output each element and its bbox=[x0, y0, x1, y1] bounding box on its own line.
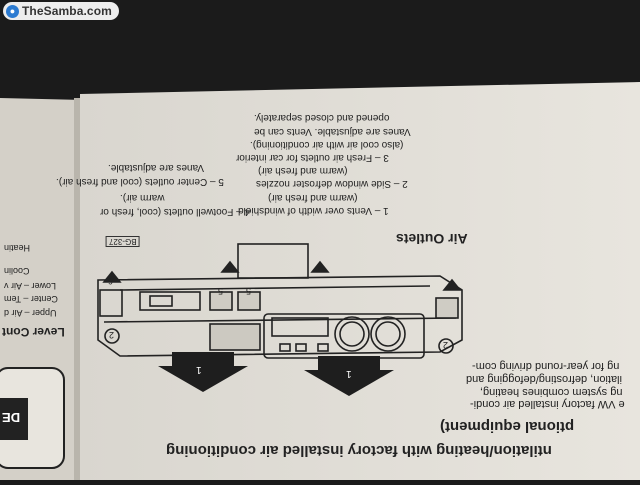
left-page-heading: Lever Cont bbox=[2, 325, 65, 339]
legend-line: (also cool air with air conditioning). bbox=[250, 139, 404, 150]
legend-line: warm air). bbox=[120, 192, 165, 203]
section-heading: Air Outlets bbox=[396, 231, 468, 247]
legend-line: Vanes are adjustable. Vents can be bbox=[254, 126, 411, 137]
legend-line: Vanes are adjustable. bbox=[108, 162, 204, 173]
callout-number: 2 bbox=[443, 340, 449, 350]
callout-number: 1 bbox=[346, 368, 352, 379]
legend-line: (warm and fresh air) bbox=[258, 165, 348, 176]
legend-line: 2 – Side window defroster nozzles bbox=[256, 178, 408, 189]
body-line: ilation, defrosting/defogging and bbox=[466, 373, 622, 385]
callout-number: 1 bbox=[196, 364, 202, 375]
callout-number: 5 bbox=[218, 286, 224, 296]
body-line: ng for year-round driving com- bbox=[472, 360, 620, 372]
callout-number: 4 bbox=[227, 262, 233, 272]
left-page-item: Lower – Air v bbox=[4, 281, 57, 291]
legend-line: 4 – Footwell outlets (cool, fresh or bbox=[100, 206, 251, 217]
legend-line: opened and closed separately. bbox=[254, 112, 390, 123]
left-page-item: Coolin bbox=[4, 266, 30, 276]
left-page-item: Heatin bbox=[4, 243, 31, 253]
legend-line: 5 – Center outlets (cool and fresh air). bbox=[56, 176, 224, 187]
site-watermark bbox=[3, 2, 119, 20]
callout-number: 6 bbox=[108, 276, 114, 286]
left-page-item: Upper – Air d bbox=[4, 308, 57, 318]
body-line: e VW factory installed air condi- bbox=[470, 398, 625, 410]
body-line: ng system combines heating, bbox=[480, 386, 623, 398]
callout-number: 2 bbox=[109, 330, 115, 340]
legend-line: 3 – Fresh air outlets for car interior bbox=[236, 152, 389, 163]
figure-code: BG-327 bbox=[106, 236, 140, 247]
callout-number: 5 bbox=[246, 286, 252, 296]
page-title-line: ntilation/heating with factory installed air conditioning bbox=[166, 442, 552, 459]
callout-number: 3 bbox=[449, 282, 455, 292]
page-title-line: ptional equipment) bbox=[440, 418, 575, 435]
legend-line: (warm and fresh air) bbox=[268, 192, 358, 203]
watermark-text: TheSamba.com bbox=[22, 4, 112, 18]
left-page-tab-text: DE bbox=[2, 410, 21, 425]
globe-icon: ● bbox=[6, 5, 19, 18]
callout-number: 4 bbox=[317, 262, 323, 272]
left-page-item: Center – Tem bbox=[4, 294, 58, 304]
legend-line: 1 – Vents over width of windshield bbox=[238, 205, 389, 216]
